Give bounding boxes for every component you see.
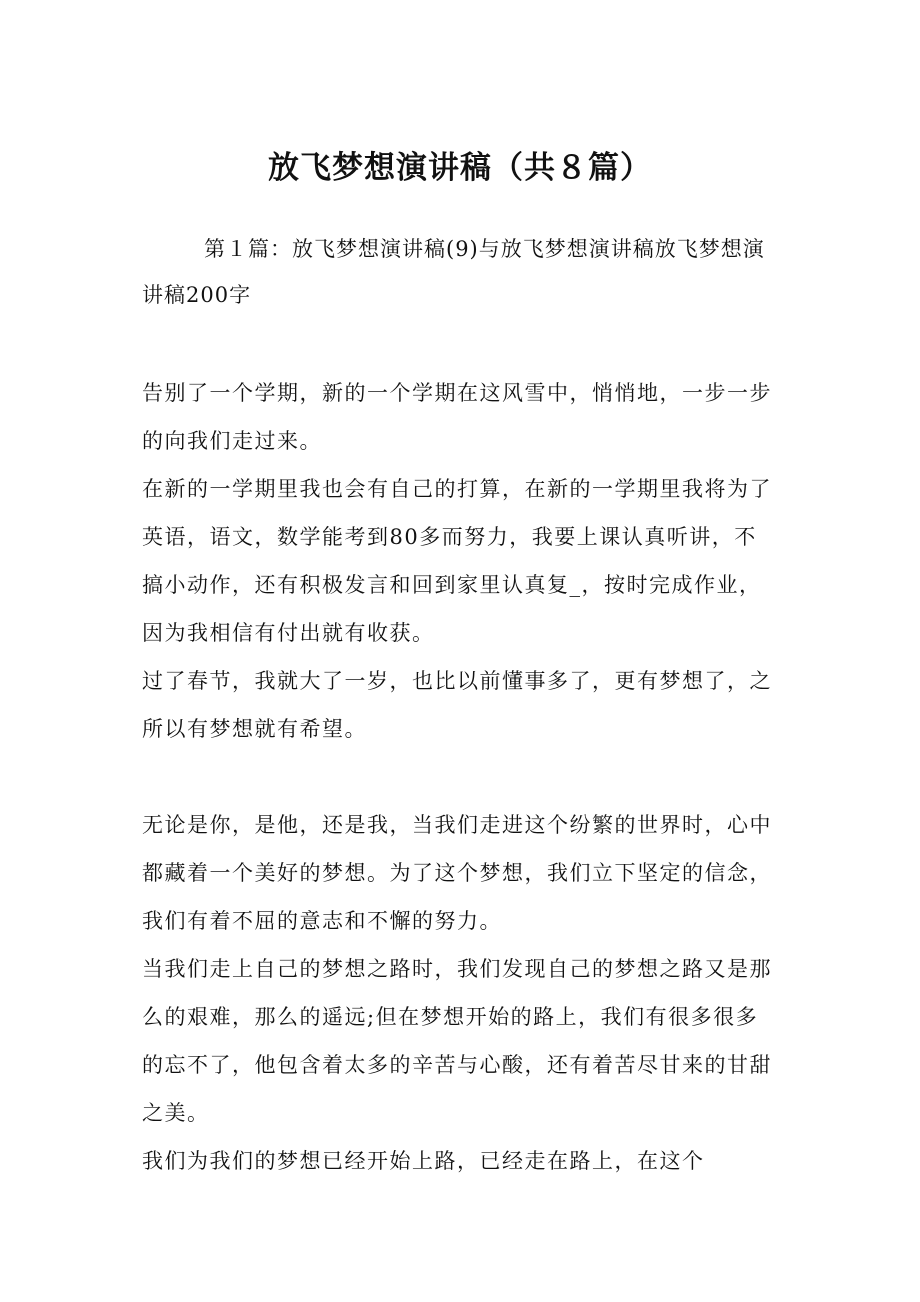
paragraph: 无论是你，是他，还是我，当我们走进这个纷繁的世界时，心中都藏着一个美好的梦想。为了这个梦想，我们立下坚定的信念，我们有着不屈的意志和不懈的努力。	[142, 813, 772, 933]
document-body	[142, 369, 774, 1185]
paragraph: 我们为我们的梦想已经开始上路，已经走在路上，在这个	[142, 1149, 705, 1173]
document-title: 放飞梦想演讲稿（共８篇）	[268, 150, 652, 186]
paragraph: 过了春节，我就大了一岁，也比以前懂事多了，更有梦想了，之所以有梦想就有希望。	[142, 669, 772, 741]
paragraph: 在新的一学期里我也会有自己的打算，在新的一学期里我将为了英语，语文，数学能考到80多而努力，我要上课认真听讲，不搞小动作，还有积极发言和回到家里认真复_，按时完成作业，因为我相信有付出就有收获。	[142, 477, 772, 645]
paragraph: 告别了一个学期，新的一个学期在这风雪中，悄悄地，一步一步的向我们走过来。	[142, 381, 772, 453]
section-heading: 第１篇：放飞梦想演讲稿(9)与放飞梦想演讲稿放飞梦想演讲稿200字	[142, 237, 765, 307]
paragraph: 当我们走上自己的梦想之路时，我们发现自己的梦想之路又是那么的艰难，那么的遥远;但在梦想开始的路上，我们有很多很多的忘不了，他包含着太多的辛苦与心酸，还有着苦尽甘来的甘甜之美。	[142, 957, 772, 1125]
